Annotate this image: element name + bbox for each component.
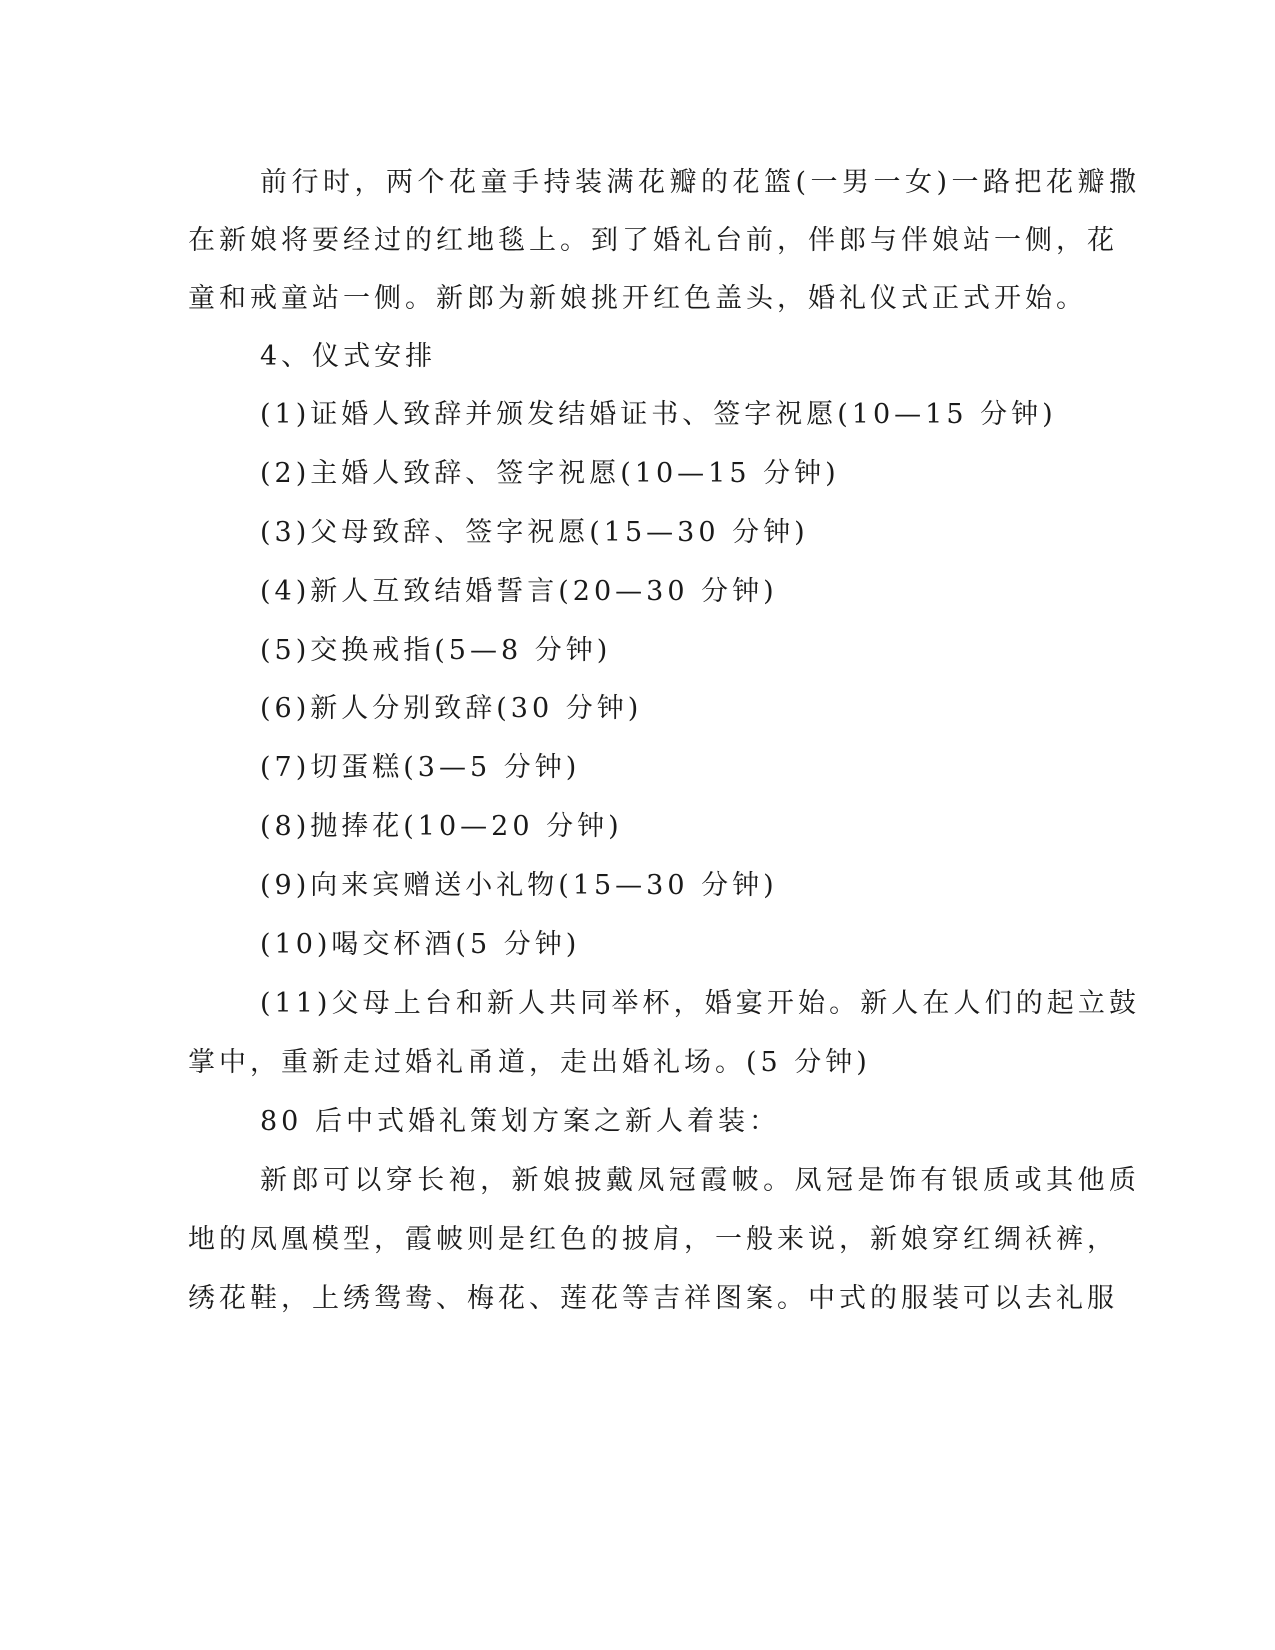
list-item: (6)新人分别致辞(30 分钟)	[260, 693, 643, 724]
list-item: (5)交换戒指(5—8 分钟)	[260, 635, 612, 666]
paragraph-line: 绣花鞋，上绣鸳鸯、梅花、莲花等吉祥图案。中式的服装可以去礼服	[188, 1283, 1118, 1314]
paragraph-line: 地的凤凰模型，霞帔则是红色的披肩，一般来说，新娘穿红绸袄裤，	[188, 1224, 1118, 1255]
list-item: (7)切蛋糕(3—5 分钟)	[260, 752, 581, 783]
list-item: (4)新人互致结婚誓言(20—30 分钟)	[260, 576, 778, 607]
list-item: (11)父母上台和新人共同举杯，婚宴开始。新人在人们的起立鼓	[260, 988, 1140, 1019]
paragraph-line: 在新娘将要经过的红地毯上。到了婚礼台前，伴郎与伴娘站一侧，花	[188, 225, 1118, 256]
list-item: (8)抛捧花(10—20 分钟)	[260, 811, 623, 842]
list-item: (10)喝交杯酒(5 分钟)	[260, 929, 581, 960]
list-item: (9)向来宾赠送小礼物(15—30 分钟)	[260, 870, 778, 901]
list-item: (3)父母致辞、签字祝愿(15—30 分钟)	[260, 517, 809, 548]
paragraph-line: 童和戒童站一侧。新郎为新娘挑开红色盖头，婚礼仪式正式开始。	[188, 283, 1087, 314]
list-item: (1)证婚人致辞并颁发结婚证书、签字祝愿(10—15 分钟)	[260, 399, 1057, 430]
section-heading: 80 后中式婚礼策划方案之新人着装：	[260, 1106, 780, 1137]
paragraph-line: 掌中，重新走过婚礼甬道，走出婚礼场。(5 分钟)	[188, 1047, 871, 1078]
paragraph-line: 前行时，两个花童手持装满花瓣的花篮(一男一女)一路把花瓣撒	[260, 167, 1140, 198]
section-heading: 4、仪式安排	[260, 341, 437, 372]
paragraph-line: 新郎可以穿长袍，新娘披戴凤冠霞帔。凤冠是饰有银质或其他质	[260, 1165, 1140, 1196]
list-item: (2)主婚人致辞、签字祝愿(10—15 分钟)	[260, 458, 840, 489]
